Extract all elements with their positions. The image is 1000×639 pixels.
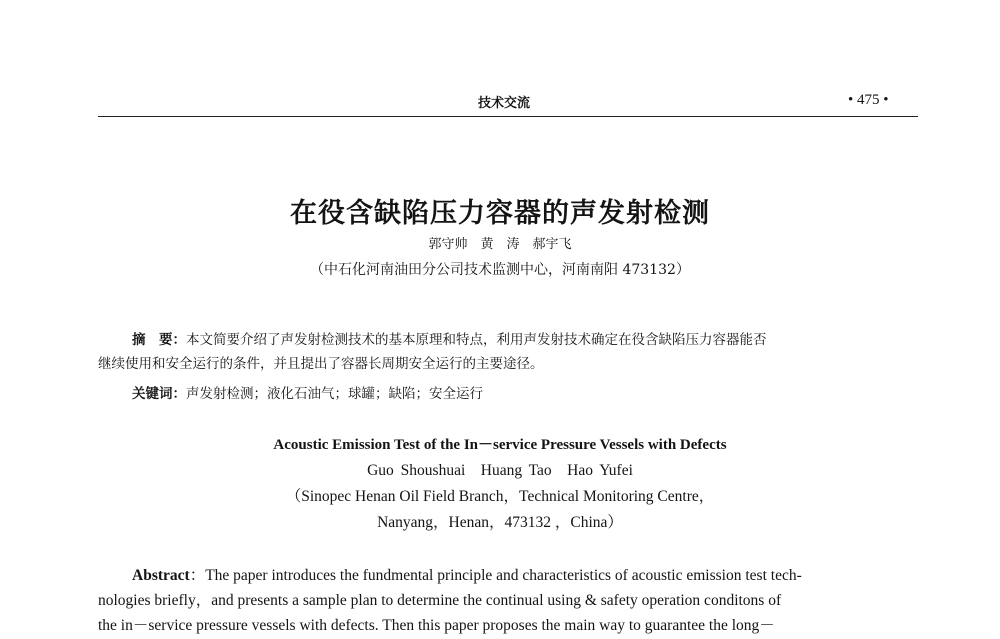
abstract-en-line1 — [98, 563, 920, 588]
abstract-en-text1: The paper introduces the fundmental principle and characteristics of acoustic emission test tech- — [205, 567, 802, 584]
abstract-en-label: Abstract — [132, 567, 190, 584]
keywords-cn-label: 关键词： — [132, 386, 186, 402]
abstract-cn — [98, 328, 920, 376]
authors-en: Guo Shoushuai Huang Tao Hao Yufei — [367, 462, 633, 479]
paper-title-en: Acoustic Emission Test of the In－service Pressure Vessels with Defects — [273, 437, 727, 453]
keywords-cn-text: 声发射检测；液化石油气；球罐；缺陷；安全运行 — [186, 386, 483, 402]
abstract-cn-label: 摘 要： — [132, 332, 186, 348]
abstract-en-sep: ： — [189, 567, 206, 584]
page-number: • 475 • — [848, 92, 889, 108]
abstract-cn-line1 — [98, 328, 920, 352]
authors-cn: 郭守帅 黄 涛 郝宇飞 — [428, 237, 572, 252]
affiliation-en-line2: Nanyang，Henan，473132 ，China） — [377, 514, 623, 531]
header-rule — [98, 116, 918, 117]
abstract-en — [98, 563, 920, 638]
abstract-cn-line2: 继续使用和安全运行的条件，并且提出了容器长周期安全运行的主要途径。 — [98, 356, 544, 372]
paper-title-cn: 在役含缺陷压力容器的声发射检测 — [290, 198, 710, 229]
affiliation-en-line1: （Sinopec Henan Oil Field Branch，Technical Monitoring Centre， — [285, 488, 715, 505]
abstract-en-line3: the in－service pressure vessels with defects. Then this paper proposes the main way to guarantee the long－ — [98, 617, 775, 634]
running-header-section: 技术交流 — [478, 96, 531, 111]
keywords-cn — [132, 382, 483, 402]
affiliation-cn: （中石化河南油田分公司技术监测中心，河南南阳 473132） — [310, 262, 690, 278]
abstract-cn-text1: 本文简要介绍了声发射检测技术的基本原理和特点，利用声发射技术确定在役含缺陷压力容器能否 — [186, 332, 767, 348]
abstract-en-line2: nologies briefly，and presents a sample plan to determine the continual using & safety operation conditons of — [98, 592, 782, 609]
